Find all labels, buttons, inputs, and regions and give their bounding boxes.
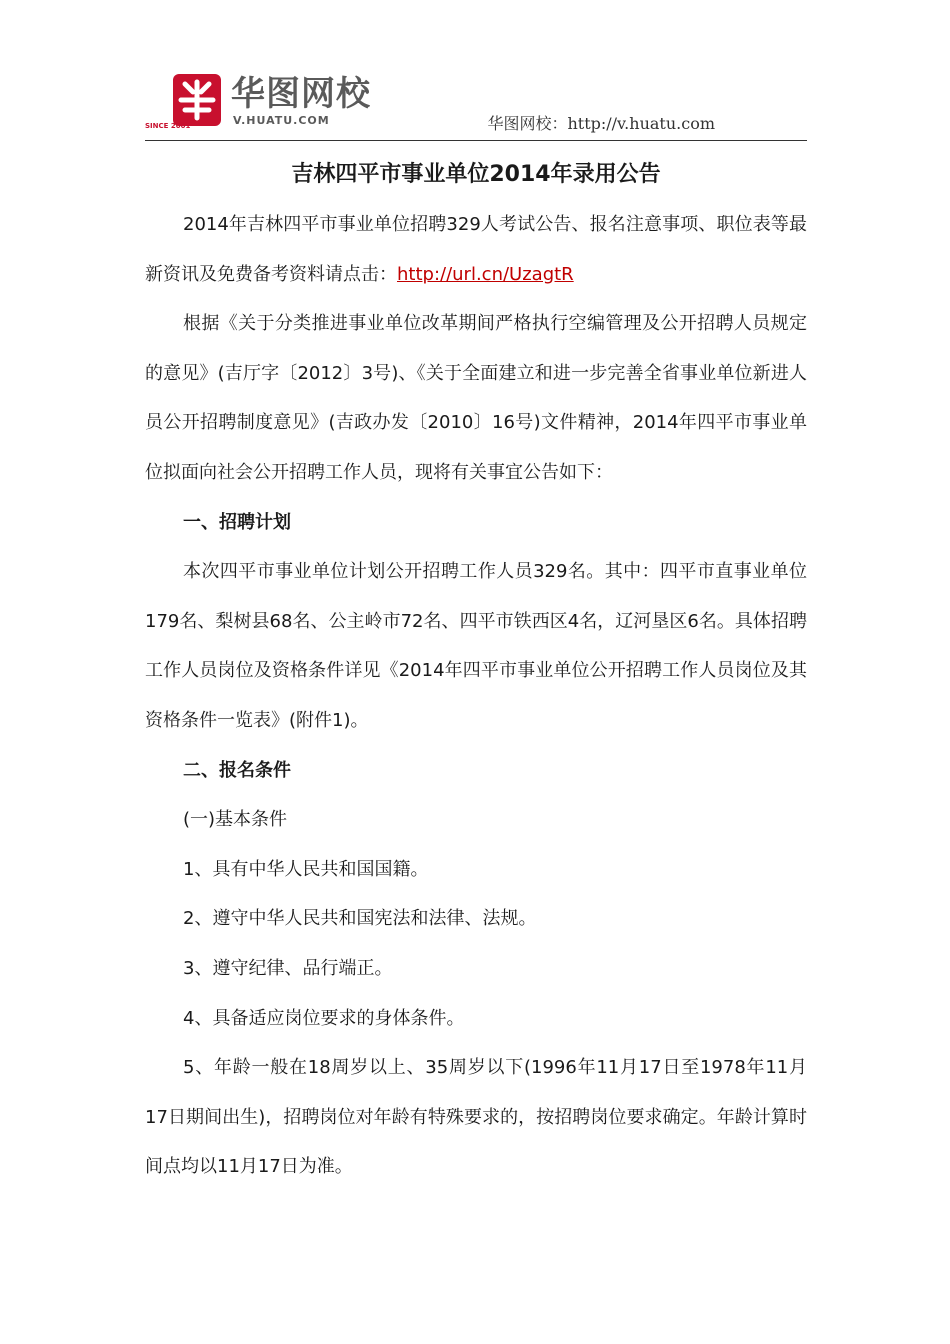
paragraph-plan: 本次四平市事业单位计划公开招聘工作人员329名。其中：四平市直事业单位179名、梨树县68名、公主岭市72名、四平市铁西区4名，辽河垦区6名。具体招聘工作人员岗位及资格条件详见《2014年四平市事业单位公开招聘工作人员岗位及其资格条件一览表》(附件1)。 — [145, 561, 807, 731]
subheading-basic-conditions: (一)基本条件 — [183, 809, 288, 831]
document-body — [145, 150, 807, 1192]
huatu-logo-mark-icon — [173, 74, 221, 126]
huatu-logo[interactable] — [173, 74, 403, 130]
document-title: 吉林四平市事业单位2014年录用公告 — [291, 162, 661, 187]
condition-item-3: 3、遵守纪律、品行端正。 — [183, 957, 393, 979]
header-site-label: 华图网校：http://v.huatu.com — [487, 114, 715, 133]
condition-item-2: 2、遵守中华人民共和国宪法和法律、法规。 — [183, 908, 537, 930]
paragraph-basis: 根据《关于分类推进事业单位改革期间严格执行空编管理及公开招聘人员规定的意见》(吉厅字〔2012〕3号)、《关于全面建立和进一步完善全省事业单位新进人员公开招聘制度意见》(吉政办发〔2010〕16号)文件精神，2014年四平市事业单位拟面向社会公开招聘工作人员，现将有关事宜公告如下： — [145, 313, 807, 483]
section-heading-plan: 一、招聘计划 — [183, 511, 291, 533]
logo-brand-text: 华图网校 — [231, 74, 371, 114]
logo-url-text: V.HUATU.COM — [233, 114, 330, 127]
section-heading-conditions: 二、报名条件 — [183, 759, 291, 781]
condition-item-4: 4、具备适应岗位要求的身体条件。 — [183, 1007, 465, 1029]
intro-paragraph — [145, 200, 807, 299]
page-header — [145, 60, 807, 141]
intro-text: 2014年吉林四平市事业单位招聘329人考试公告、报名注意事项、职位表等最新资讯及免费备考资料请点击： — [145, 214, 807, 285]
logo-since-text: SINCE 2001 — [145, 122, 191, 130]
condition-item-5: 5、年龄一般在18周岁以上、35周岁以下(1996年11月17日至1978年11月17日期间出生)，招聘岗位对年龄有特殊要求的，按招聘岗位要求确定。年龄计算时间点均以11月17日为准。 — [145, 1057, 807, 1178]
intro-link[interactable]: http://url.cn/UzagtR — [397, 263, 574, 285]
condition-item-1: 1、具有中华人民共和国国籍。 — [183, 858, 429, 880]
